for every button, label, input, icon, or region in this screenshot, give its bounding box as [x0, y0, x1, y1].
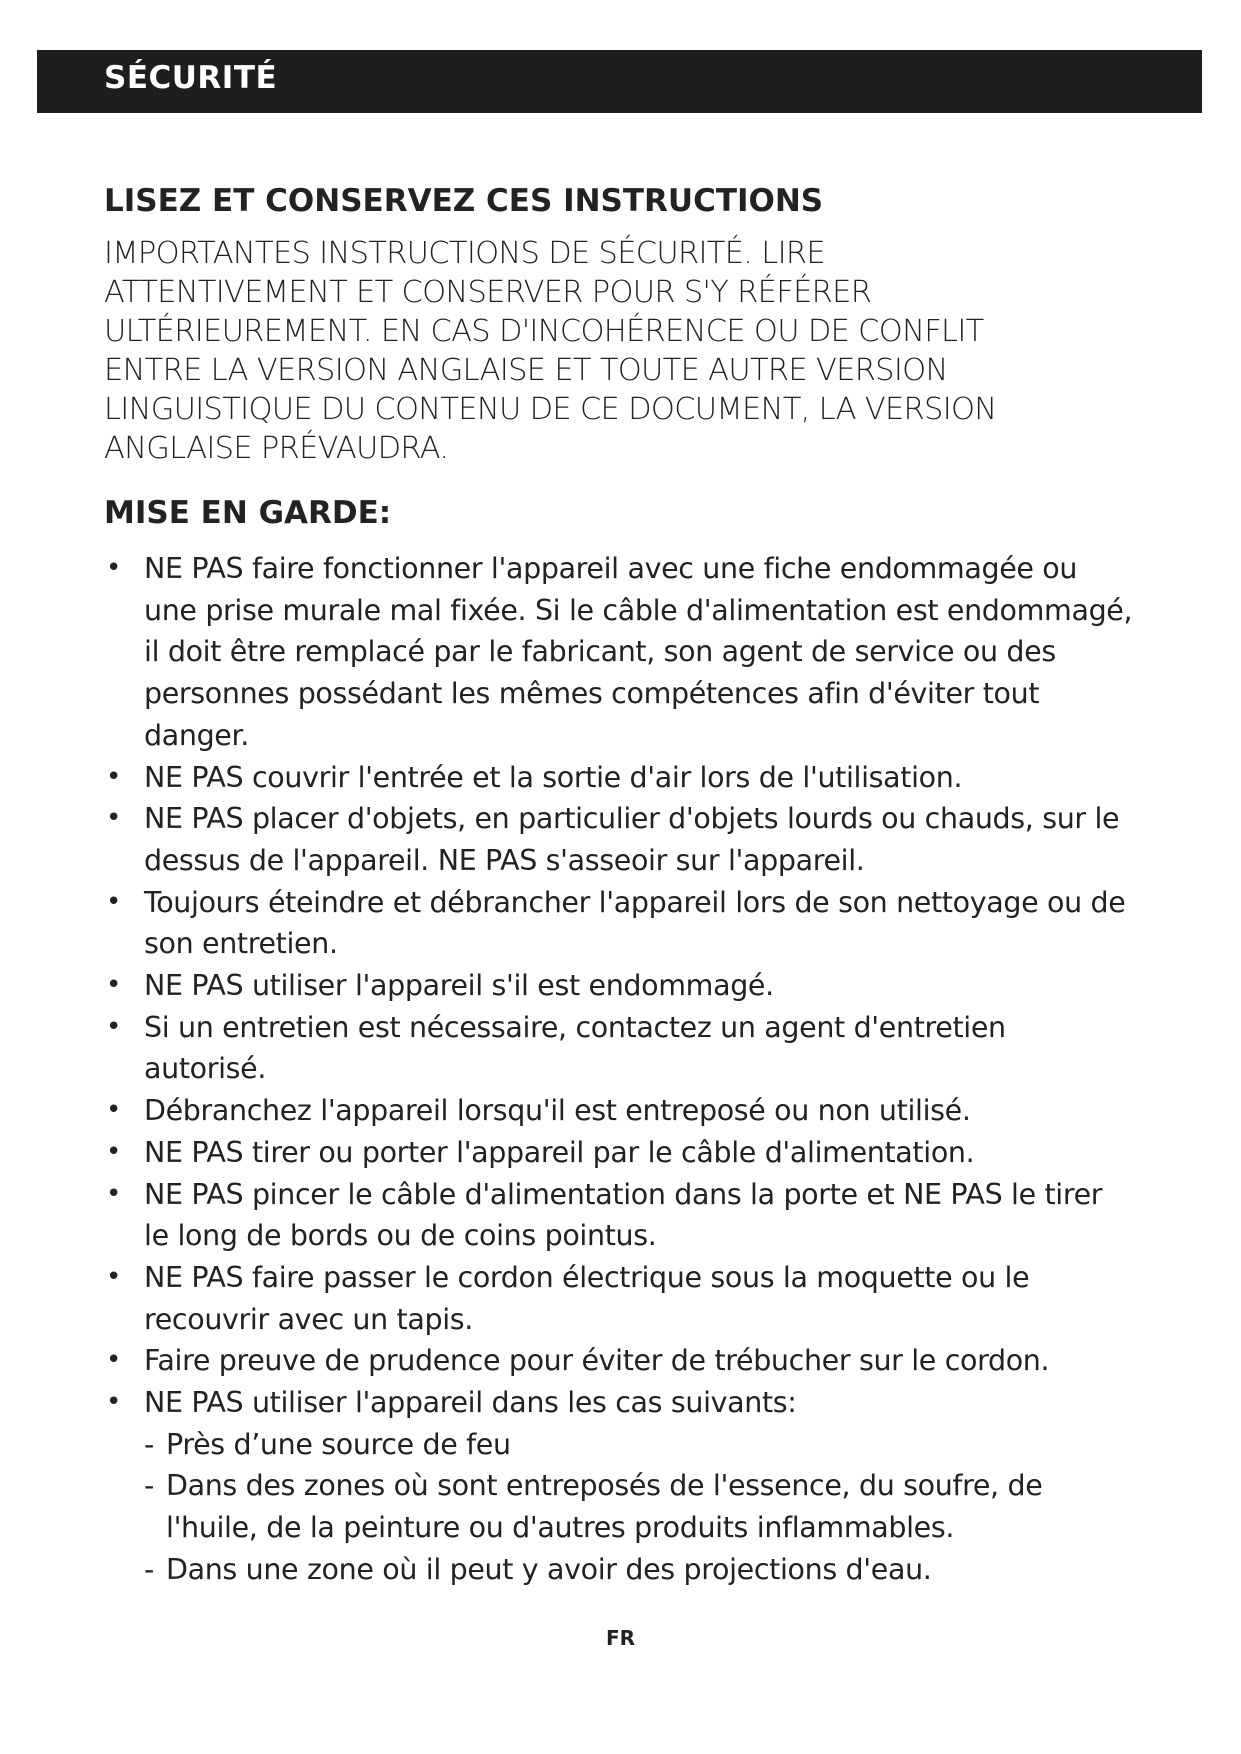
warning-heading: MISE EN GARDE:	[104, 495, 392, 531]
list-item	[104, 1090, 1134, 1132]
sub-list-item-text: Dans des zones où sont entreposés de l'essence, du soufre, de l'huile, de la peinture ou d'autres produits inflammables.	[166, 1469, 1043, 1545]
list-item	[104, 1257, 1134, 1340]
sub-list-item-text: Près d’une source de feu	[166, 1427, 511, 1461]
sub-list-item	[144, 1465, 1134, 1548]
bullet-icon: •	[106, 1136, 121, 1167]
dash-icon: -	[144, 1427, 154, 1461]
list-item-text: NE PAS placer d'objets, en particulier d'objets lourds ou chauds, sur le dessus de l'appareil. NE PAS s'asseoir sur l'appareil.	[144, 802, 1120, 877]
list-item-text: NE PAS tirer ou porter l'appareil par le câble d'alimentation.	[144, 1135, 975, 1169]
list-item	[104, 1007, 1134, 1090]
dash-icon: -	[144, 1552, 154, 1586]
section-title: SÉCURITÉ	[104, 60, 278, 96]
intro-line: ENTRE LA VERSION ANGLAISE ET TOUTE AUTRE VERSION	[104, 353, 948, 388]
list-item	[104, 757, 1134, 799]
intro-paragraph	[104, 234, 1134, 468]
list-item	[104, 1382, 1134, 1591]
list-item-text: NE PAS faire passer le cordon électrique sous la moquette ou le recouvrir avec un tapis.	[144, 1260, 1030, 1336]
bullet-icon: •	[106, 803, 121, 834]
list-item	[104, 1174, 1134, 1257]
list-item	[104, 1340, 1134, 1382]
sub-list-item-text: Dans une zone où il peut y avoir des projections d'eau.	[166, 1552, 932, 1586]
bullet-icon: •	[106, 761, 121, 792]
list-item	[104, 1132, 1134, 1174]
list-item	[104, 548, 1134, 757]
section-header-bar	[37, 50, 1202, 113]
sub-list-item	[144, 1424, 1134, 1466]
bullet-icon: •	[106, 1261, 121, 1292]
list-item-text: Faire preuve de prudence pour éviter de trébucher sur le cordon.	[144, 1344, 1050, 1378]
bullet-icon: •	[106, 1011, 121, 1042]
bullet-icon: •	[106, 553, 121, 583]
list-item-text: Toujours éteindre et débrancher l'appareil lors de son nettoyage ou de son entretien.	[144, 885, 1126, 961]
warning-list	[104, 548, 1134, 1591]
page-language-label: FR	[605, 1626, 636, 1650]
bullet-icon: •	[106, 1387, 121, 1418]
dash-icon: -	[144, 1469, 154, 1503]
list-item-text: NE PAS couvrir l'entrée et la sortie d'air lors de l'utilisation.	[144, 760, 963, 794]
hazard-sub-list	[144, 1424, 1134, 1591]
list-item-text: NE PAS pincer le câble d'alimentation dans la porte et NE PAS le tirer le long de bords ou de coins pointus.	[144, 1177, 1103, 1253]
bullet-icon: •	[106, 1095, 121, 1126]
list-item-text: NE PAS utiliser l'appareil dans les cas suivants:	[144, 1386, 797, 1420]
list-item-text: NE PAS utiliser l'appareil s'il est endommagé.	[144, 969, 774, 1003]
bullet-icon: •	[106, 1345, 121, 1376]
content-area	[104, 180, 1134, 1591]
list-item-text: Si un entretien est nécessaire, contactez un agent d'entretien autorisé.	[144, 1010, 1006, 1086]
list-item	[104, 882, 1134, 965]
bullet-icon: •	[106, 970, 121, 1001]
list-item-text: Débranchez l'appareil lorsqu'il est entreposé ou non utilisé.	[144, 1094, 971, 1128]
intro-line: ULTÉRIEUREMENT. EN CAS D'INCOHÉRENCE OU DE CONFLIT	[104, 314, 984, 349]
intro-line: LINGUISTIQUE DU CONTENU DE CE DOCUMENT, LA VERSION	[104, 392, 997, 427]
list-item-text: NE PAS faire fonctionner l'appareil avec une fiche endommagée ou une prise murale mal fixée. Si le câble d'alimentation est endommagé, il doit être remplacé par le fabricant, son agent de service ou des personnes possédant les mêmes compétences afin d'éviter tout danger.	[144, 552, 1133, 752]
bullet-icon: •	[106, 886, 121, 917]
list-item	[104, 798, 1134, 881]
list-item	[104, 965, 1134, 1007]
intro-line: IMPORTANTES INSTRUCTIONS DE SÉCURITÉ. LIRE	[104, 236, 825, 271]
intro-line: ANGLAISE PRÉVAUDRA.	[104, 431, 449, 466]
intro-line: ATTENTIVEMENT ET CONSERVER POUR S'Y RÉFÉRER	[104, 275, 872, 310]
bullet-icon: •	[106, 1178, 121, 1209]
sub-list-item	[144, 1549, 1134, 1591]
instructions-heading: LISEZ ET CONSERVEZ CES INSTRUCTIONS	[104, 183, 824, 219]
